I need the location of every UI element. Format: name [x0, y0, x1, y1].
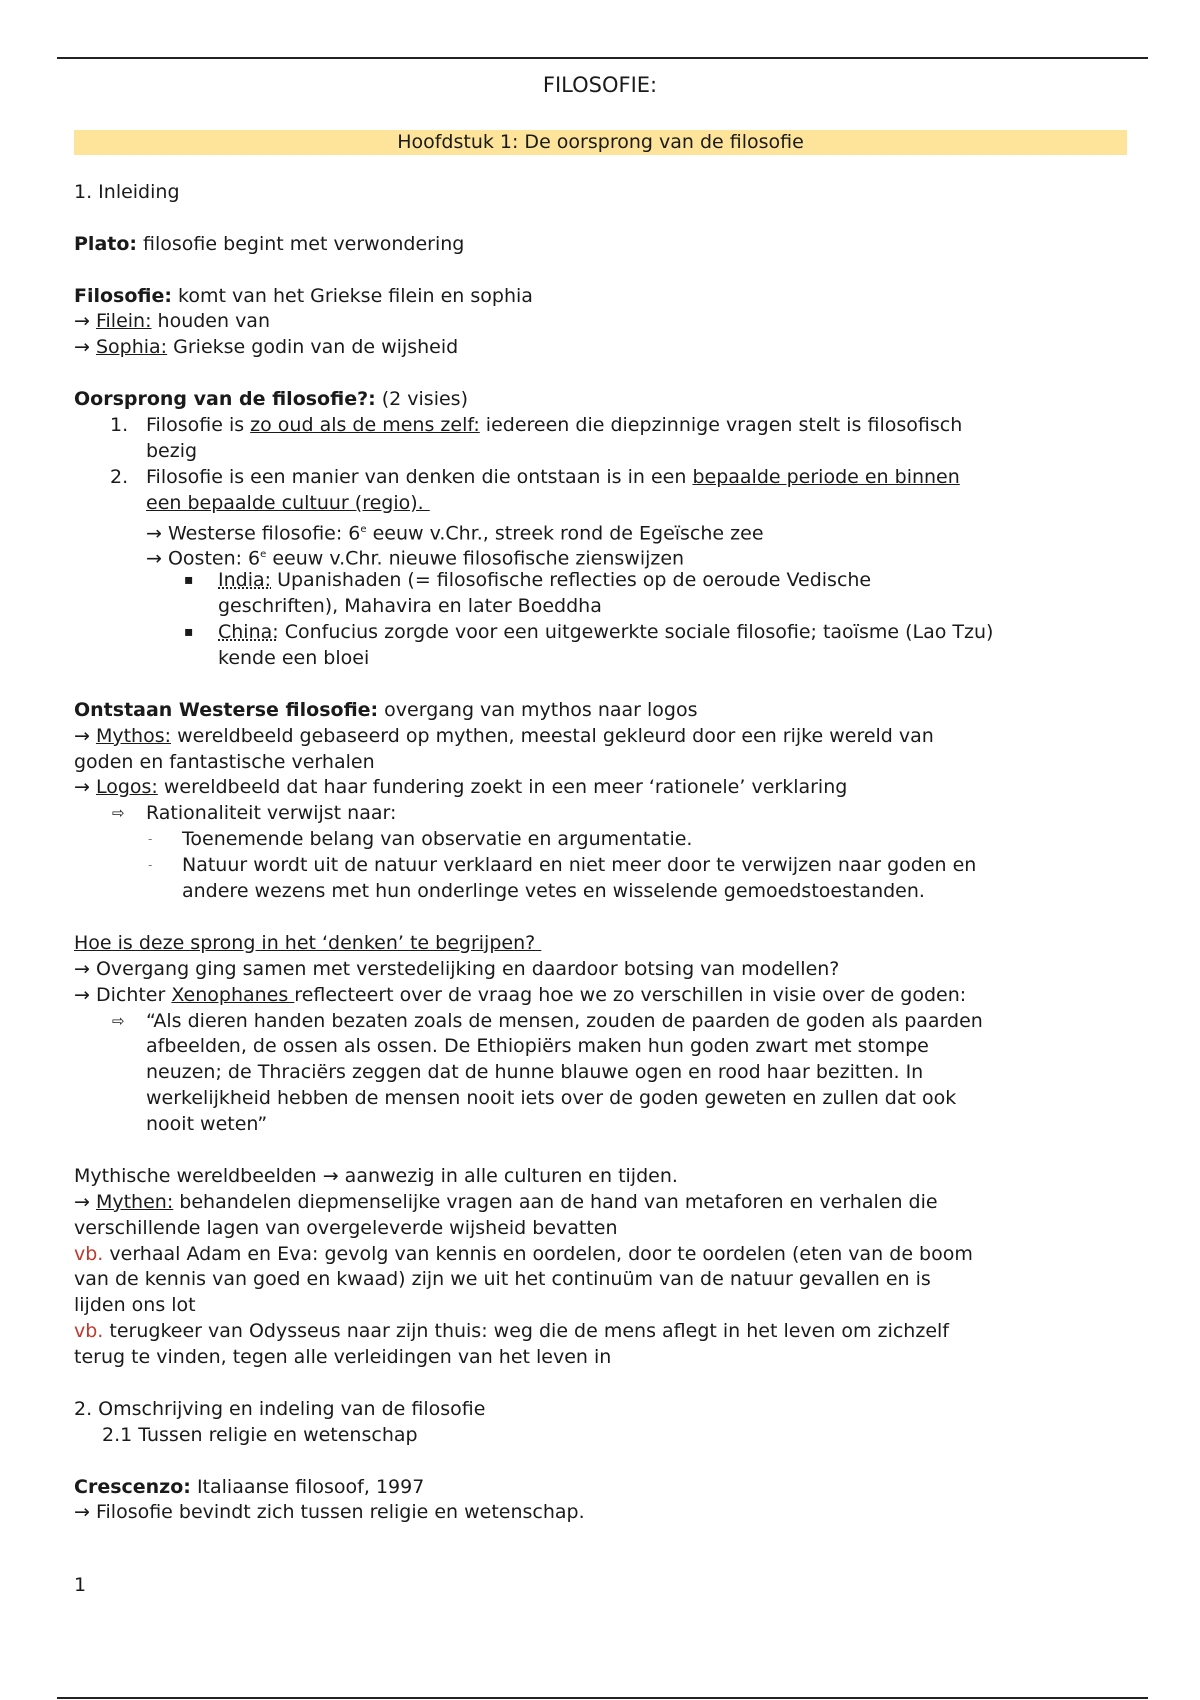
text: terug te vinden, tegen alle verleidingen van het leven in: [74, 1346, 612, 1369]
text: wereldbeeld dat haar fundering zoekt in een meer ‘rationele’ verklaring: [157, 776, 848, 799]
sub-item: [74, 801, 1154, 827]
list-item: [74, 335, 1154, 361]
text: andere wezens met hun onderlinge vetes en wisselende gemoedstoestanden.: [182, 880, 925, 903]
list-item: [74, 724, 1154, 750]
text: [74, 491, 1154, 517]
crescenzo-line: [74, 1475, 1154, 1501]
list-item: [74, 309, 1154, 335]
term: Sophia:: [95, 336, 168, 359]
bullet-item: [74, 620, 1154, 646]
text: behandelen diepmenselijke vragen aan de hand van metaforen en verhalen die: [173, 1190, 938, 1213]
header-rule: [57, 57, 1148, 59]
ontstaan-line: [74, 698, 1154, 724]
hollow-arrow-icon: ⇨: [112, 1011, 125, 1030]
text: “Als dieren handen bezaten zoals de mensen, zouden de paarden de goden als paarden: [146, 1009, 983, 1032]
text: Confucius zorgde voor een uitgewerkte sociale filosofie; taoïsme (Lao Tzu): [278, 621, 994, 644]
text: eeuw v.Chr., streek rond de Egeïsche zee: [366, 521, 764, 544]
text: Upanishaden (= filosofische reflecties op de oeroude Vedische: [271, 569, 872, 592]
dash-item: [74, 827, 1154, 853]
arrow-icon: →: [74, 1190, 96, 1213]
text: terugkeer van Odysseus naar zijn thuis: weg die de mens aflegt in het leven om zichzelf: [103, 1320, 949, 1343]
document-body: [74, 180, 1154, 1526]
quote-line: [74, 1009, 1154, 1035]
text: goden en fantastische verhalen: [74, 750, 375, 773]
text: iedereen die diepzinnige vragen stelt is filosofisch: [479, 414, 963, 437]
definition: filosofie begint met verwondering: [137, 232, 465, 255]
quote-line: nooit weten”: [146, 1113, 268, 1136]
bullet-icon: ▪: [184, 572, 194, 589]
text: reflecteert over de vraag hoe we zo verschillen in visie over de goden:: [294, 983, 967, 1006]
term: Filosofie:: [74, 284, 172, 307]
term: Crescenzo:: [74, 1475, 191, 1498]
filosofie-line: [74, 284, 1154, 310]
quote-line: afbeelden, de ossen als ossen. De Ethiopiërs maken hun goden zwart met stompe: [146, 1035, 929, 1058]
text: verhaal Adam en Eva: gevolg van kennis en oordelen, door te oordelen (eten van de boom: [103, 1242, 973, 1265]
text: Filosofie is een manier van denken die ontstaan is in een: [146, 465, 693, 488]
definition: (2 visies): [375, 388, 468, 411]
oorsprong-line: [74, 387, 1154, 413]
section-heading: 1. Inleiding: [74, 181, 180, 203]
text: van de kennis van goed en kwaad) zijn we uit het continuüm van de natuur gevallen en is: [74, 1268, 931, 1291]
quote-line: werkelijkheid hebben de mensen nooit iets over de goden geweten en zullen dat ook: [146, 1087, 957, 1110]
text: geschriften), Mahavira en later Boeddha: [218, 595, 602, 618]
hollow-arrow-icon: ⇨: [112, 804, 125, 823]
arrow-icon: →: [74, 310, 96, 333]
term: Mythos:: [95, 724, 172, 747]
underlined-text: Xenophanes: [171, 983, 295, 1006]
item-number: 2.: [110, 465, 129, 488]
chapter-heading: Hoofdstuk 1: De oorsprong van de filosofie: [74, 130, 1127, 155]
text: lijden ons lot: [74, 1294, 196, 1317]
example-label: vb.: [74, 1242, 104, 1265]
bullet-icon: ▪: [184, 624, 194, 641]
term: Oorsprong van de filosofie?:: [74, 388, 376, 411]
term: Filein:: [95, 310, 152, 333]
text: Toenemende belang van observatie en argumentatie.: [182, 828, 693, 851]
text: wereldbeeld gebaseerd op mythen, meestal gekleurd door een rijke wereld van: [171, 724, 934, 747]
term: Plato:: [74, 232, 137, 255]
dash-icon: -: [148, 858, 153, 873]
definition: Griekse godin van de wijsheid: [167, 336, 459, 359]
plato-line: [74, 232, 1154, 258]
quote-line: neuzen; de Thraciërs zeggen dat de hunne blauwe ogen en rood haar bezitten. In: [146, 1061, 924, 1084]
text: → Overgang ging samen met verstedelijking en daardoor botsing van modellen?: [74, 957, 840, 980]
text: → Oosten: 6: [146, 547, 261, 570]
term: Logos:: [95, 776, 158, 799]
underlined-text: zo oud als de mens zelf:: [250, 414, 480, 437]
section-heading: 2. Omschrijving en indeling van de filosofie: [74, 1397, 486, 1420]
xenophanes-line: [74, 983, 1154, 1009]
superscript: e: [360, 523, 367, 535]
text: verschillende lagen van overgeleverde wijsheid bevatten: [74, 1216, 618, 1239]
definition: houden van: [151, 310, 270, 333]
dash-icon: -: [148, 832, 153, 847]
superscript: e: [260, 549, 267, 561]
heading: Hoe is deze sprong in het ‘denken’ te begrijpen?: [74, 931, 542, 954]
arrow-icon: →: [74, 336, 96, 359]
example-label: vb.: [74, 1320, 104, 1343]
text: → Dichter: [74, 983, 172, 1006]
list-item: [74, 1190, 1154, 1216]
footer-rule: [57, 1697, 1148, 1699]
term: Ontstaan Westerse filosofie:: [74, 698, 379, 721]
item-number: 1.: [110, 414, 129, 437]
term: China:: [218, 621, 279, 644]
text: kende een bloei: [218, 647, 370, 670]
subsection-heading: 2.1 Tussen religie en wetenschap: [102, 1423, 418, 1446]
term: Mythen:: [95, 1190, 174, 1213]
page-number: 1: [74, 1574, 87, 1596]
dash-item: [74, 853, 1154, 879]
text: bezig: [146, 439, 198, 462]
term: India:: [218, 569, 272, 592]
example-line: [74, 1319, 1154, 1345]
definition: komt van het Griekse filein en sophia: [172, 284, 533, 307]
text: Natuur wordt uit de natuur verklaard en niet meer door te verwijzen naar goden en: [182, 854, 977, 877]
numbered-item: [74, 465, 1154, 491]
text: Rationaliteit verwijst naar:: [146, 802, 397, 825]
document-title: FILOSOFIE:: [542, 73, 658, 97]
oosten-line: [74, 542, 1154, 568]
text: → Westerse filosofie: 6: [146, 521, 361, 544]
text: → Filosofie bevindt zich tussen religie en wetenschap.: [74, 1501, 585, 1524]
arrow-icon: →: [74, 724, 96, 747]
example-line: [74, 1242, 1154, 1268]
westerse-line: [74, 517, 1154, 543]
underlined-text: een bepaalde cultuur (regio).: [146, 491, 430, 514]
definition: Italiaanse filosoof, 1997: [190, 1475, 425, 1498]
bullet-item: [74, 568, 1154, 594]
question-heading: [74, 931, 1154, 957]
arrow-icon: →: [74, 776, 96, 799]
definition: overgang van mythos naar logos: [378, 698, 698, 721]
text: eeuw v.Chr. nieuwe filosofische zienswijzen: [266, 547, 685, 570]
underlined-text: bepaalde periode en binnen: [692, 465, 960, 488]
text: Mythische wereldbeelden → aanwezig in alle culturen en tijden.: [74, 1164, 678, 1187]
text: Filosofie is: [146, 414, 251, 437]
list-item: [74, 775, 1154, 801]
numbered-item: [74, 413, 1154, 439]
